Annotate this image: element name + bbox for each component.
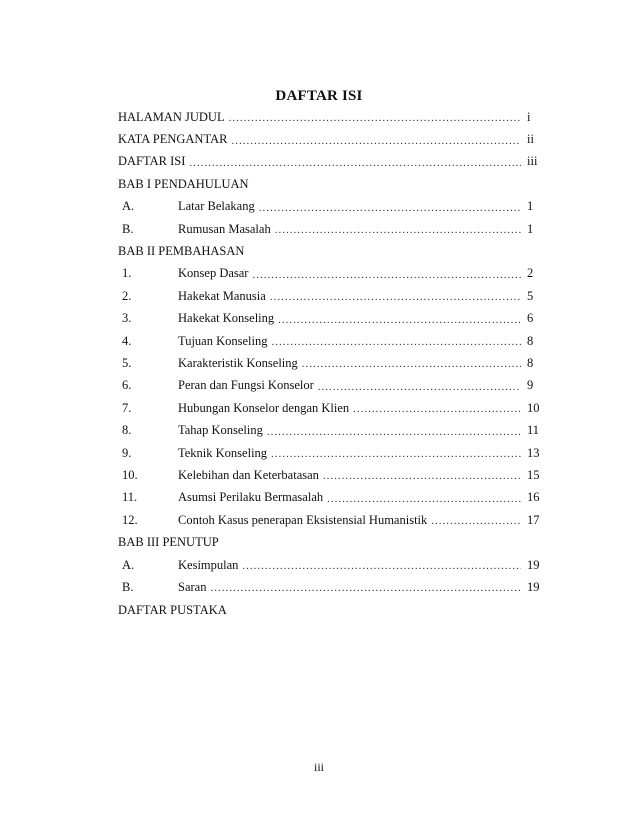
toc-entry-label: Asumsi Perilaku Bermasalah xyxy=(178,490,324,505)
toc-entry-page: 2 xyxy=(527,266,534,281)
toc-entry-label: KATA PENGANTAR xyxy=(118,132,228,147)
toc-entry-page: 19 xyxy=(527,579,540,594)
toc-section-heading xyxy=(118,173,543,195)
dot-leader xyxy=(318,381,521,393)
toc-entry-number: 5. xyxy=(122,355,132,370)
toc-entry-label: Teknik Konseling xyxy=(178,445,268,460)
toc-entry-number: 4. xyxy=(122,333,132,348)
page-number: iii xyxy=(313,760,324,774)
toc-entry-number: 3. xyxy=(122,311,132,326)
toc-entry-label: Tujuan Konseling xyxy=(178,333,268,348)
toc-entry-page: 15 xyxy=(527,467,540,482)
toc-entry xyxy=(118,352,543,374)
toc-entry-number: A. xyxy=(122,199,135,214)
toc-entry-page: 19 xyxy=(527,557,540,572)
toc-entry xyxy=(118,330,543,352)
toc-entry-label: Karakteristik Konseling xyxy=(178,355,298,370)
toc-entry-page: 1 xyxy=(527,221,534,236)
toc-entry-page: i xyxy=(527,109,531,124)
toc-entry-number: 1. xyxy=(122,266,132,281)
toc-entry-number: 11. xyxy=(122,490,138,505)
toc-entry-page: 8 xyxy=(527,333,534,348)
page-title: DAFTAR ISI xyxy=(275,88,363,104)
toc-heading-label: DAFTAR PUSTAKA xyxy=(118,602,227,617)
dot-leader xyxy=(353,403,521,415)
toc-entry xyxy=(118,151,543,173)
toc-entry-page: 10 xyxy=(527,400,540,415)
toc-entry-number: 9. xyxy=(122,445,132,460)
dot-leader xyxy=(302,358,521,370)
dot-leader xyxy=(323,470,521,482)
dot-leader xyxy=(210,582,521,594)
toc-section-heading xyxy=(118,240,543,262)
toc-entry-page: ii xyxy=(527,132,534,147)
toc-entry-number: 8. xyxy=(122,423,132,438)
toc-heading-label: BAB III PENUTUP xyxy=(118,535,219,550)
toc-entry xyxy=(118,554,543,576)
toc-entry xyxy=(118,285,543,307)
toc-section-heading xyxy=(118,531,543,553)
toc-entry xyxy=(118,397,543,419)
toc-entry-label: Hakekat Manusia xyxy=(178,288,266,303)
toc-entry-label: Tahap Konseling xyxy=(178,423,263,438)
toc-entry-label: Saran xyxy=(178,579,207,594)
toc-entry-label: HALAMAN JUDUL xyxy=(118,109,225,124)
toc-entry xyxy=(118,442,543,464)
table-of-contents xyxy=(118,106,543,621)
dot-leader xyxy=(327,493,521,505)
toc-entry-number: 12. xyxy=(122,512,138,527)
toc-entry xyxy=(118,308,543,330)
toc-entry-label: Kesimpulan xyxy=(178,557,239,572)
toc-entry-label: Kelebihan dan Keterbatasan xyxy=(178,467,319,482)
toc-entry-page: 11 xyxy=(527,423,540,438)
toc-entry-label: Hakekat Konseling xyxy=(178,311,275,326)
dot-leader xyxy=(275,224,521,236)
toc-entry-page: 17 xyxy=(527,512,540,527)
toc-section-heading xyxy=(118,599,543,621)
toc-entry-page: 8 xyxy=(527,355,534,370)
dot-leader xyxy=(252,269,521,281)
dot-leader xyxy=(270,291,521,303)
toc-entry-number: 2. xyxy=(122,288,132,303)
toc-entry xyxy=(118,106,543,128)
dot-leader xyxy=(231,135,521,147)
toc-entry-label: Konsep Dasar xyxy=(178,266,249,281)
toc-entry-page: 16 xyxy=(527,490,540,505)
toc-entry-number: B. xyxy=(122,221,134,236)
toc-entry-label: Peran dan Fungsi Konselor xyxy=(178,378,314,393)
toc-entry-number: B. xyxy=(122,579,134,594)
toc-entry-page: iii xyxy=(527,154,538,169)
toc-entry xyxy=(118,375,543,397)
toc-entry xyxy=(118,487,543,509)
toc-entry-label: Rumusan Masalah xyxy=(178,221,271,236)
toc-entry xyxy=(118,218,543,240)
toc-entry xyxy=(118,464,543,486)
dot-leader xyxy=(278,314,521,326)
dot-leader xyxy=(271,336,521,348)
toc-entry-number: A. xyxy=(122,557,135,572)
toc-entry-label: Hubungan Konselor dengan Klien xyxy=(178,400,350,415)
dot-leader xyxy=(259,202,521,214)
toc-entry-page: 5 xyxy=(527,288,534,303)
toc-entry-label: Latar Belakang xyxy=(178,199,255,214)
toc-entry xyxy=(118,263,543,285)
dot-leader xyxy=(242,560,521,572)
dot-leader xyxy=(229,112,521,124)
toc-entry-label: Contoh Kasus penerapan Eksistensial Humanistik xyxy=(178,512,428,527)
toc-entry-label: DAFTAR ISI xyxy=(118,154,186,169)
dot-leader xyxy=(431,515,521,527)
toc-entry-page: 1 xyxy=(527,199,534,214)
toc-entry-page: 6 xyxy=(527,311,534,326)
toc-entry xyxy=(118,419,543,441)
toc-entry-page: 13 xyxy=(527,445,540,460)
toc-entry xyxy=(118,509,543,531)
toc-entry xyxy=(118,576,543,598)
dot-leader xyxy=(189,157,521,169)
toc-entry-number: 6. xyxy=(122,378,132,393)
dot-leader xyxy=(267,426,521,438)
toc-heading-label: BAB I PENDAHULUAN xyxy=(118,177,249,192)
toc-entry xyxy=(118,128,543,150)
toc-entry-number: 10. xyxy=(122,467,138,482)
toc-entry xyxy=(118,196,543,218)
toc-entry-number: 7. xyxy=(122,400,132,415)
toc-entry-page: 9 xyxy=(527,378,534,393)
toc-heading-label: BAB II PEMBAHASAN xyxy=(118,244,245,259)
dot-leader xyxy=(271,448,521,460)
